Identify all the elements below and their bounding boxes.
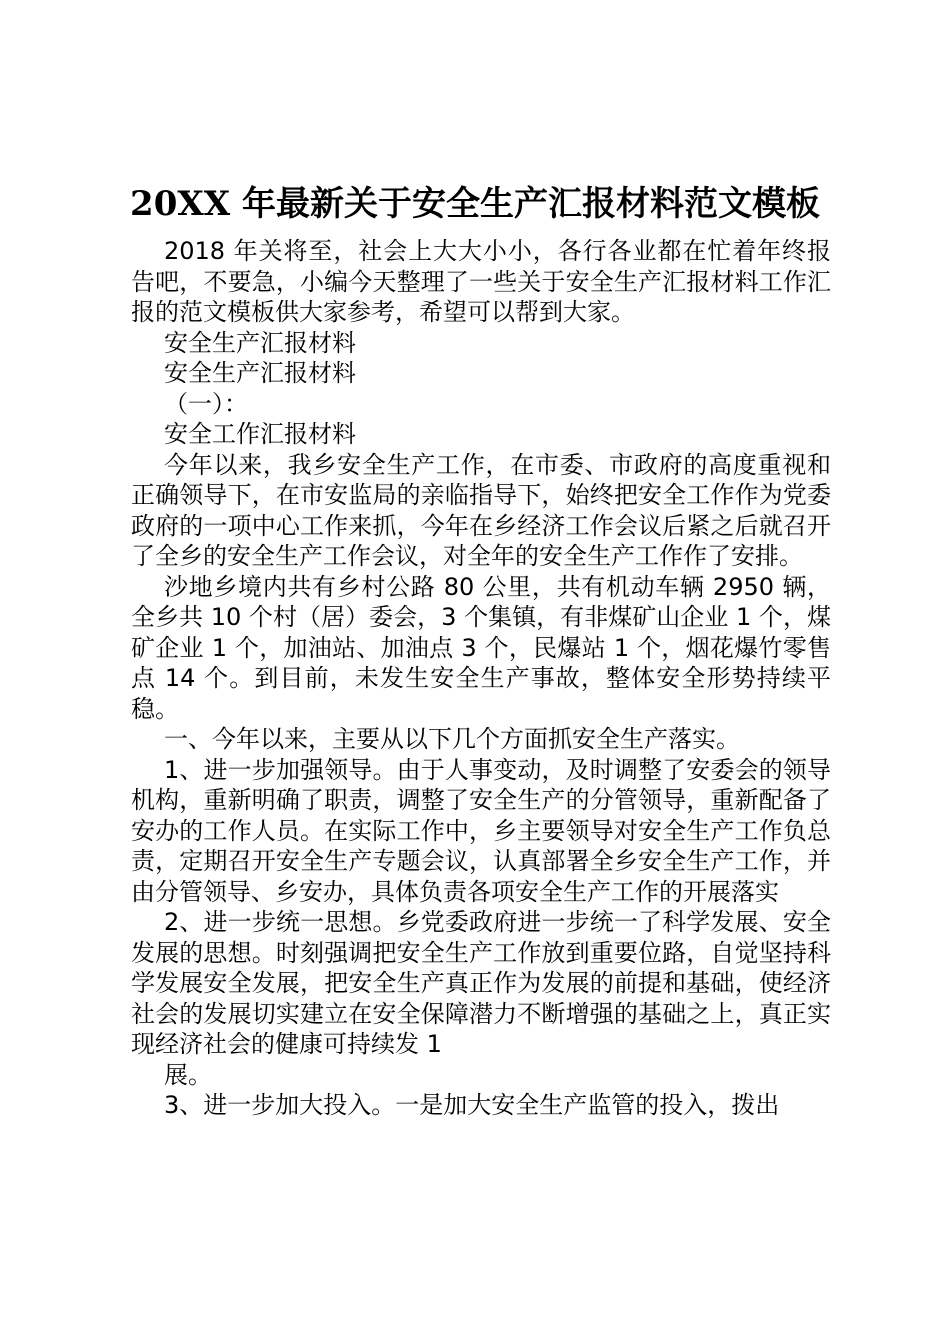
paragraph-point-2: 2、进一步统一思想。乡党委政府进一步统一了科学发展、安全发展的思想。时刻强调把安全生产工作放到重要位路，自觉坚持科学发展安全发展，把安全生产真正作为发展的前提和基础，使经济社会的发展切实建立在安全保障潜力不断增强的基础之上，真正实现经济社会的健康可持续发 1	[131, 908, 831, 1058]
paragraph-heading-1: 安全生产汇报材料	[164, 328, 356, 357]
paragraph-point-1: 1、进一步加强领导。由于人事变动，及时调整了安委会的领导机构，重新明确了职责，调整了安全生产的分管领导，重新配备了安办的工作人员。在实际工作中，乡主要领导对安全生产工作负总责，定期召开安全生产专题会议，认真部署全乡安全生产工作，并由分管领导、乡安办，具体负责各项安全生产工作的开展落实	[131, 755, 831, 906]
paragraph-heading-3: 安全工作汇报材料	[164, 420, 356, 448]
paragraph-continuation: 展。	[164, 1060, 212, 1089]
document-body	[131, 236, 831, 1121]
document-title: 20XX 年最新关于安全生产汇报材料范文模板	[130, 184, 820, 224]
paragraph-statistics: 沙地乡境内共有乡村公路 80 公里，共有机动车辆 2950 辆，全乡共 10 个村（居）委会，3 个集镇，有非煤矿山企业 1 个，煤矿企业 1 个，加油站、加油点 3 个，民爆站 1 个，烟花爆竹零售点 14 个。到目前，未发生安全生产事故，整体安全形势持续平稳。	[131, 572, 831, 723]
paragraph-point-3: 3、进一步加大投入。一是加大安全生产监管的投入，拨出	[164, 1091, 780, 1119]
paragraph-section-one: 一、今年以来，主要从以下几个方面抓安全生产落实。	[164, 725, 740, 753]
paragraph-overview: 今年以来，我乡安全生产工作，在市委、市政府的高度重视和正确领导下，在市安监局的亲临指导下，始终把安全工作作为党委政府的一项中心工作来抓，今年在乡经济工作会议后紧之后就召开了全乡的安全生产工作会议，对全年的安全生产工作作了安排。	[131, 450, 831, 570]
paragraph-heading-2: 安全生产汇报材料	[164, 359, 356, 387]
paragraph-intro: 2018 年关将至，社会上大大小小，各行各业都在忙着年终报告吧，不要急，小编今天整理了一些关于安全生产汇报材料工作汇报的范文模板供大家参考，希望可以帮到大家。	[131, 237, 831, 326]
paragraph-section-number: （一）：	[164, 389, 248, 418]
